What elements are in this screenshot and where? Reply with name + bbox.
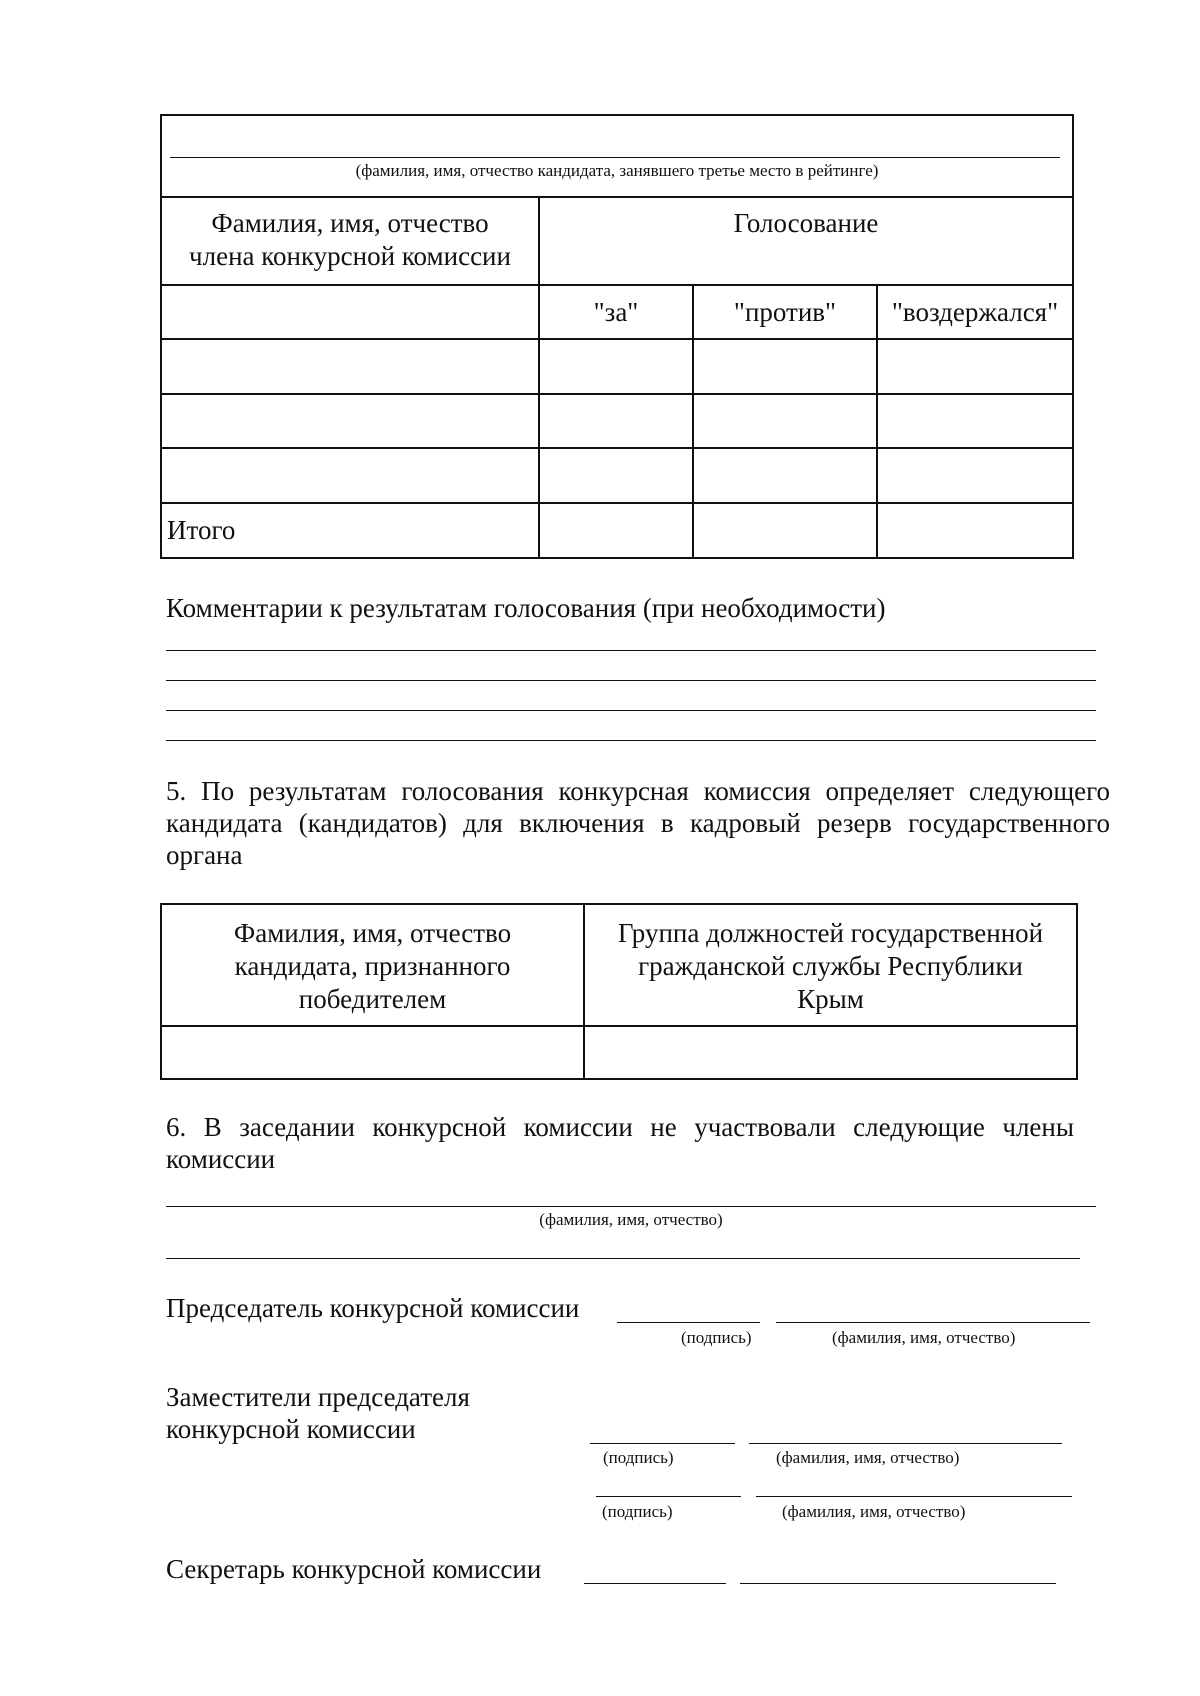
table-border: [160, 502, 1074, 504]
fio-line: [749, 1443, 1062, 1444]
fio-line: [776, 1322, 1090, 1323]
table-border: [160, 557, 1074, 559]
section5-line3: органа: [166, 840, 243, 870]
fio-line: [740, 1583, 1056, 1584]
signature-caption: (подпись): [603, 1448, 674, 1467]
voting-header: Голосование: [733, 208, 879, 238]
winner-header-line1: Фамилия, имя, отчество: [233, 918, 512, 948]
comment-line: [166, 650, 1096, 651]
signature-line: [590, 1443, 735, 1444]
fio-line: [756, 1496, 1072, 1497]
winner-header-line3: победителем: [298, 984, 447, 1014]
winner-header-line2: кандидата, признанного: [234, 951, 511, 981]
table-border: [160, 1078, 1078, 1080]
comments-label: Комментарии к результатам голосования (при необходимости): [166, 593, 886, 623]
comment-line: [166, 740, 1096, 741]
candidate-name-line: [170, 157, 1060, 158]
signature-caption: (подпись): [602, 1502, 673, 1521]
member-header-line2: члена конкурсной комиссии: [189, 241, 511, 271]
section5-line2: кандидата (кандидатов) для включения в кадровый резерв государственного: [166, 808, 1110, 838]
chairman-label: Председатель конкурсной комиссии: [166, 1293, 580, 1323]
group-header-line1: Группа должностей государственной: [617, 918, 1044, 948]
fio-caption: (фамилия, имя, отчество): [776, 1448, 960, 1467]
signature-line: [596, 1496, 741, 1497]
member-header-line1: Фамилия, имя, отчество: [211, 208, 489, 238]
vote-abstain-header: "воздержался": [891, 297, 1059, 327]
table-border: [160, 338, 1074, 340]
signature-caption: (подпись): [681, 1328, 752, 1347]
vote-against-header: "против": [733, 297, 837, 327]
table-border: [1076, 903, 1078, 1080]
comment-line: [166, 680, 1096, 681]
section6-line1: 6. В заседании конкурсной комиссии не участвовали следующие члены: [166, 1112, 1074, 1142]
comment-line: [166, 710, 1096, 711]
fio-caption: (фамилия, имя, отчество): [782, 1502, 966, 1521]
absent-members-line: [166, 1206, 1096, 1207]
vote-for-header: "за": [593, 297, 639, 327]
table-border: [160, 196, 1074, 198]
candidate-caption: (фамилия, имя, отчество кандидата, занявшего третье место в рейтинге): [355, 161, 879, 180]
section5-line1: 5. По результатам голосования конкурсная комиссия определяет следующего: [166, 776, 1110, 806]
table-border: [160, 447, 1074, 449]
absent-members-caption: (фамилия, имя, отчество): [539, 1210, 723, 1229]
table-border: [160, 114, 1074, 116]
section6-line2: комиссии: [166, 1144, 276, 1174]
group-header-line3: Крым: [797, 984, 864, 1014]
fio-caption: (фамилия, имя, отчество): [832, 1328, 1016, 1347]
group-header-line2: гражданской службы Республики: [638, 951, 1023, 981]
deputies-label-line1: Заместители председателя: [166, 1382, 470, 1412]
table-border: [160, 393, 1074, 395]
table-border: [160, 903, 1078, 905]
table-border: [160, 1025, 1078, 1027]
signature-line: [584, 1583, 726, 1584]
signature-line: [617, 1322, 760, 1323]
secretary-label: Секретарь конкурсной комиссии: [166, 1554, 542, 1584]
absent-members-line: [166, 1258, 1080, 1259]
table-border: [538, 196, 540, 559]
deputies-label-line2: конкурсной комиссии: [166, 1414, 416, 1444]
table-border: [160, 284, 1074, 286]
total-label: Итого: [167, 515, 236, 545]
